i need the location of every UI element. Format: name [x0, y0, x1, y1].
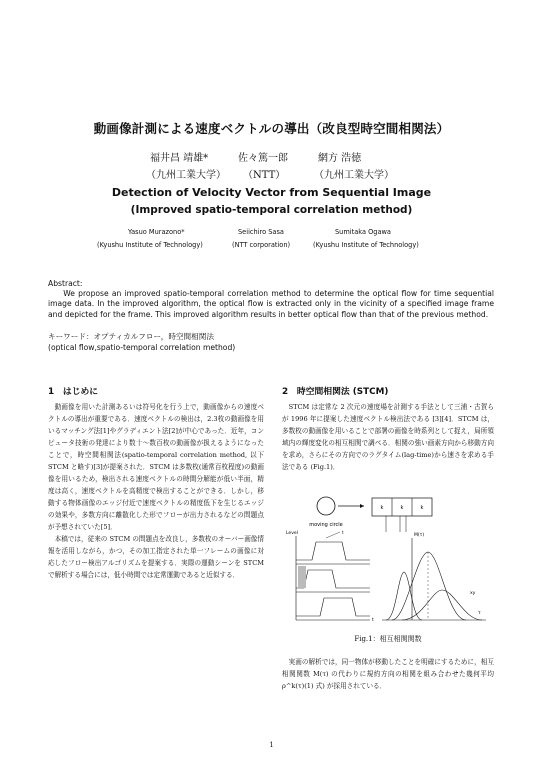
correlation-curve-1 — [386, 572, 422, 620]
keywords — [48, 332, 494, 353]
affiliation-jp-2: （NTT） — [243, 170, 286, 181]
abstract-text: We propose an improved spatio-temporal correlation method to determine the optical flow for time sequential image data. In the improved algorithm, the optical flow is extracted only in the vicinity of a specified image frame and depicted for the frame. This improved algorithm results in better optical flow than that of the previous method. — [48, 289, 494, 319]
signal-curve-2 — [296, 570, 370, 588]
section-1-paragraph-2: 本稿では，従来の STCM の問題点を改良し，多数枚のオーバー画像情報を活用しながら，かつ，その加工指定された単一フレームの画像に対応したフロー検出アルゴリズムを提案する．実際の運動シーンを STCM で解析する場合には，低小時間では定常運動であると近似する． — [48, 535, 264, 579]
section-2-heading: 2 時空間相関法 (STCM) — [282, 387, 389, 397]
paper-title-japanese: 動画像計測による速度ベクトルの導出（改良型時空間相関法） — [93, 121, 450, 136]
cell-label-2: k — [400, 505, 404, 511]
level-axis-label: Level — [286, 531, 298, 536]
paper-subtitle-english: (Improved spatio-temporal correlation method) — [130, 204, 413, 216]
svg-text:t: t — [342, 530, 344, 535]
motion-arrowhead — [360, 504, 364, 508]
section-1-heading: 1 はじめに — [48, 387, 99, 397]
author-jp-2: 佐々篤一郎 — [238, 153, 288, 164]
affiliation-en-1: (Kyushu Institute of Technology) — [97, 241, 203, 249]
paper-title-english: Detection of Velocity Vector from Sequential Image — [111, 186, 432, 199]
svg-text:xy: xy — [470, 591, 476, 596]
section-1-body — [48, 401, 264, 581]
section-1-paragraph-1: 動画像を用いた計測あるいは符号化を行う上で，動画像からの速度ベクトルの導出が重要である．速度ベクトルの検出は，2.3枚の動画像を用いるマッチング法[1]やグラディエント法[2]が中心であった．近年，コンピュータ技術の発達により数十〜数百枚の動画像が扱えるようになったことで，時空間相関法(spatio-temporal correlation method, 以下 STCM と略す)[3]が提案された．STCM は多数枚(通常百枚程度)の動画像を用いるため，検出される速度ベクトルの時間分解能が低い半面，精度は高く，速度ベクトルを高精度で検出することができる．しかし，移動する物体画像のエッジ付近で速度ベクトルの精度低下を生じるエッジの効果や，多数方向に離散化した形でフローが出力されるなどの問題点が予想されていた[5]． — [48, 403, 264, 531]
moving-circle-shape — [317, 497, 335, 515]
figure-1-caption: Fig.1：相互相関関数 — [354, 635, 422, 643]
section-2-paragraph-1: STCM は定常な 2 次元の速度場を計測する手法として三浦・古賀らが 1996 年に提案した速度ベクトル検出法である [3][4]．STCM は，多数枚の動画像を用いることで部署の画像を時系列として捉え，局所領域内の輝度変化の相互相関で調べる．相関の強い画素方向から移動方向を求め，さらにその方向でのラグタイム(lag-time)から速さを求める手法である (Fig.1)． — [282, 403, 494, 471]
time-axis-label: t — [372, 618, 374, 623]
signal-curve-1 — [296, 542, 370, 560]
figure-1-diagram — [282, 494, 494, 628]
correlation-axis-label: M(τ) — [414, 533, 425, 538]
keywords-english: (optical flow,spatio-temporal correlation method) — [48, 342, 236, 352]
shaded-region — [298, 566, 306, 588]
page-number: 1 — [269, 741, 274, 749]
affiliation-jp-1: （九州工業大学） — [146, 170, 226, 181]
section-2-paragraph-2: 実画の解析では，同一物体が移動したことを明確にするために，相互相関関数 M(τ) の代わりに規約方向の相関を組み合わせた幾何平均ρ^k(τ)(1) 式) が採用されている． — [282, 658, 494, 690]
keywords-japanese: キーワード：オプティカルフロー，時空間相関法 — [48, 332, 214, 341]
cell-label-3: k — [420, 505, 424, 511]
lag-axis-label: τ — [478, 611, 481, 616]
author-en-2: Seiichiro Sasa — [238, 228, 284, 236]
signal-curve-3 — [296, 598, 370, 616]
correlation-curve-2 — [392, 552, 466, 620]
author-jp-3: 網方 浩徳 — [318, 153, 362, 164]
abstract-label: Abstract: — [48, 279, 83, 288]
author-en-3: Sumitaka Ogawa — [335, 228, 391, 236]
abstract — [48, 279, 494, 320]
affiliation-jp-3: （九州工業大学） — [314, 170, 394, 181]
cell-label-1: k — [380, 505, 384, 511]
author-jp-1: 福井昌 靖雄* — [150, 153, 209, 164]
affiliation-en-2: (NTT corporation) — [232, 241, 291, 249]
author-en-1: Yasuo Murazono* — [128, 228, 185, 236]
affiliation-en-3: (Kyushu Institute of Technology) — [313, 241, 419, 249]
moving-circle-label: moving circle — [309, 522, 343, 528]
